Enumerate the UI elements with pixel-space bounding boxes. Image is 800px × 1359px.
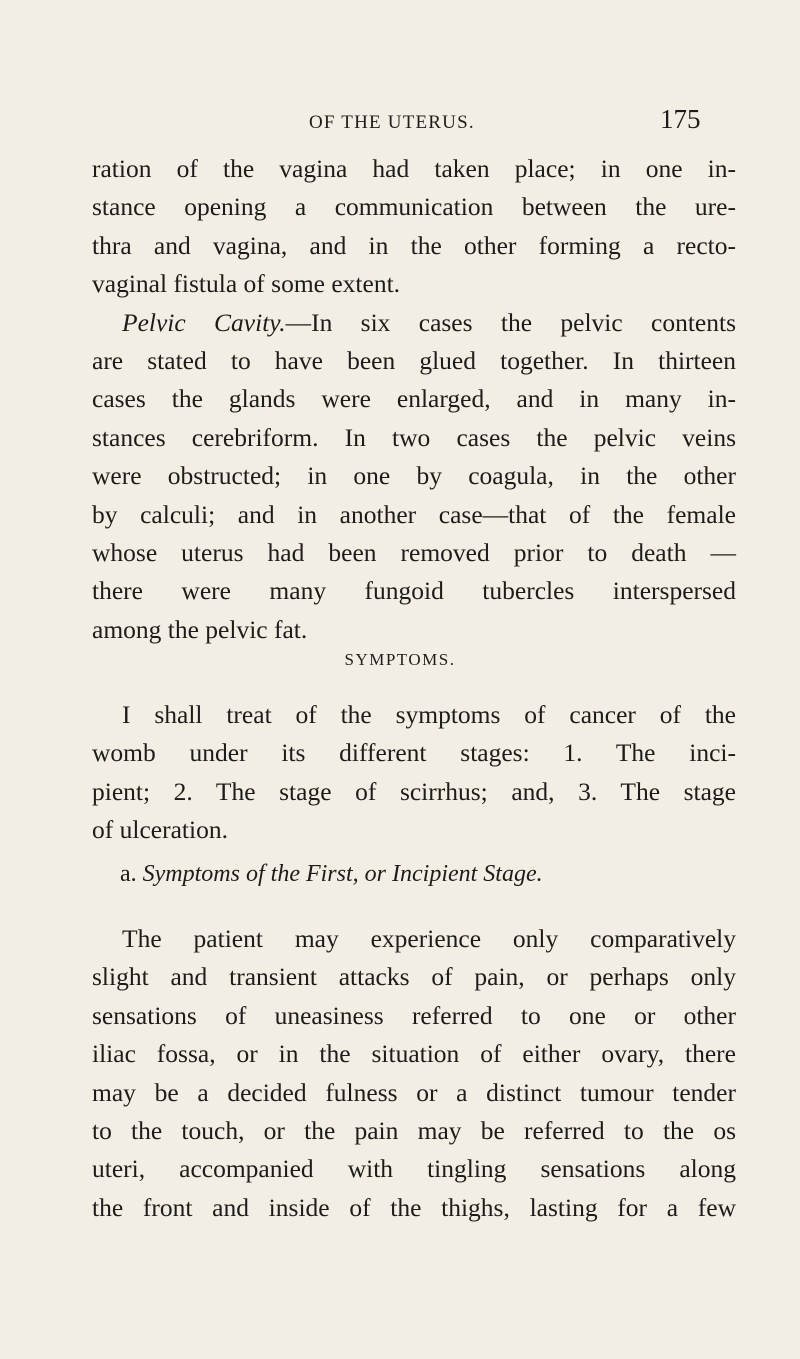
text-line: ration of the vagina had taken place; in one in- [92,154,736,183]
text-line: of ulceration. [92,815,228,845]
page-number: 175 [660,104,701,134]
paragraph-pelvic-cavity [92,304,736,650]
paragraph-symptoms-intro [92,696,736,850]
text-line: thra and vagina, and in the other forming a recto- [92,230,736,260]
running-head: OF THE UTERUS. [309,112,475,133]
page-header [0,104,800,144]
text-line: uteri, accompanied with tingling sensations along [92,1154,736,1184]
text-line: to the touch, or the pain may be referred to the os [92,1115,736,1145]
sub-heading-italic-first: Symptoms of the First, [142,861,359,887]
text-line: the front and inside of the thighs, lasting for a few [92,1192,736,1222]
text-line: vaginal fistula of some extent. [92,269,401,299]
section-heading-symptoms: SYMPTOMS. [344,650,456,669]
text-line: by calculi; and in another case—that of the female [92,499,736,529]
text-line: iliac fossa, or in the situation of either ovary, there [92,1039,736,1069]
text-line: are stated to have been glued together. In thirteen [92,345,736,375]
paragraph-continuation [92,150,736,304]
text-line [92,304,736,342]
text-line: I shall treat of the symptoms of cancer of the [122,700,736,729]
text-line: cases the glands were enlarged, and in many in- [92,384,736,414]
text-line: may be a decided fulness or a distinct tumour tender [92,1077,736,1107]
pelvic-cavity-lead: Pelvic Cavity. [122,307,286,337]
sub-heading-italic-second: Incipient Stage. [392,861,543,887]
paragraph-incipient-stage [92,920,736,1227]
text-line: whose uterus had been removed prior to death — [92,537,736,567]
text-line: The patient may experience only comparatively [122,924,736,953]
sub-heading-or: or [364,861,386,887]
sub-heading-first-stage [120,861,543,888]
sub-heading-prefix: a. [120,861,137,887]
text-line: pient; 2. The stage of scirrhus; and, 3. The stage [92,776,736,806]
text-line: sensations of uneasiness referred to one or other [92,1000,736,1030]
text-line: womb under its different stages: 1. The inci- [92,738,736,768]
text-line: stances cerebriform. In two cases the pelvic veins [92,422,736,452]
text-line: stance opening a communication between the ure- [92,192,736,222]
text-line: were obstructed; in one by coagula, in the other [92,461,736,491]
pelvic-cavity-lead-rest: —In six cases the pelvic contents [285,307,736,337]
text-line: there were many fungoid tubercles interspersed [92,576,736,606]
text-line: among the pelvic fat. [92,614,308,644]
text-line: slight and transient attacks of pain, or perhaps only [92,962,736,992]
